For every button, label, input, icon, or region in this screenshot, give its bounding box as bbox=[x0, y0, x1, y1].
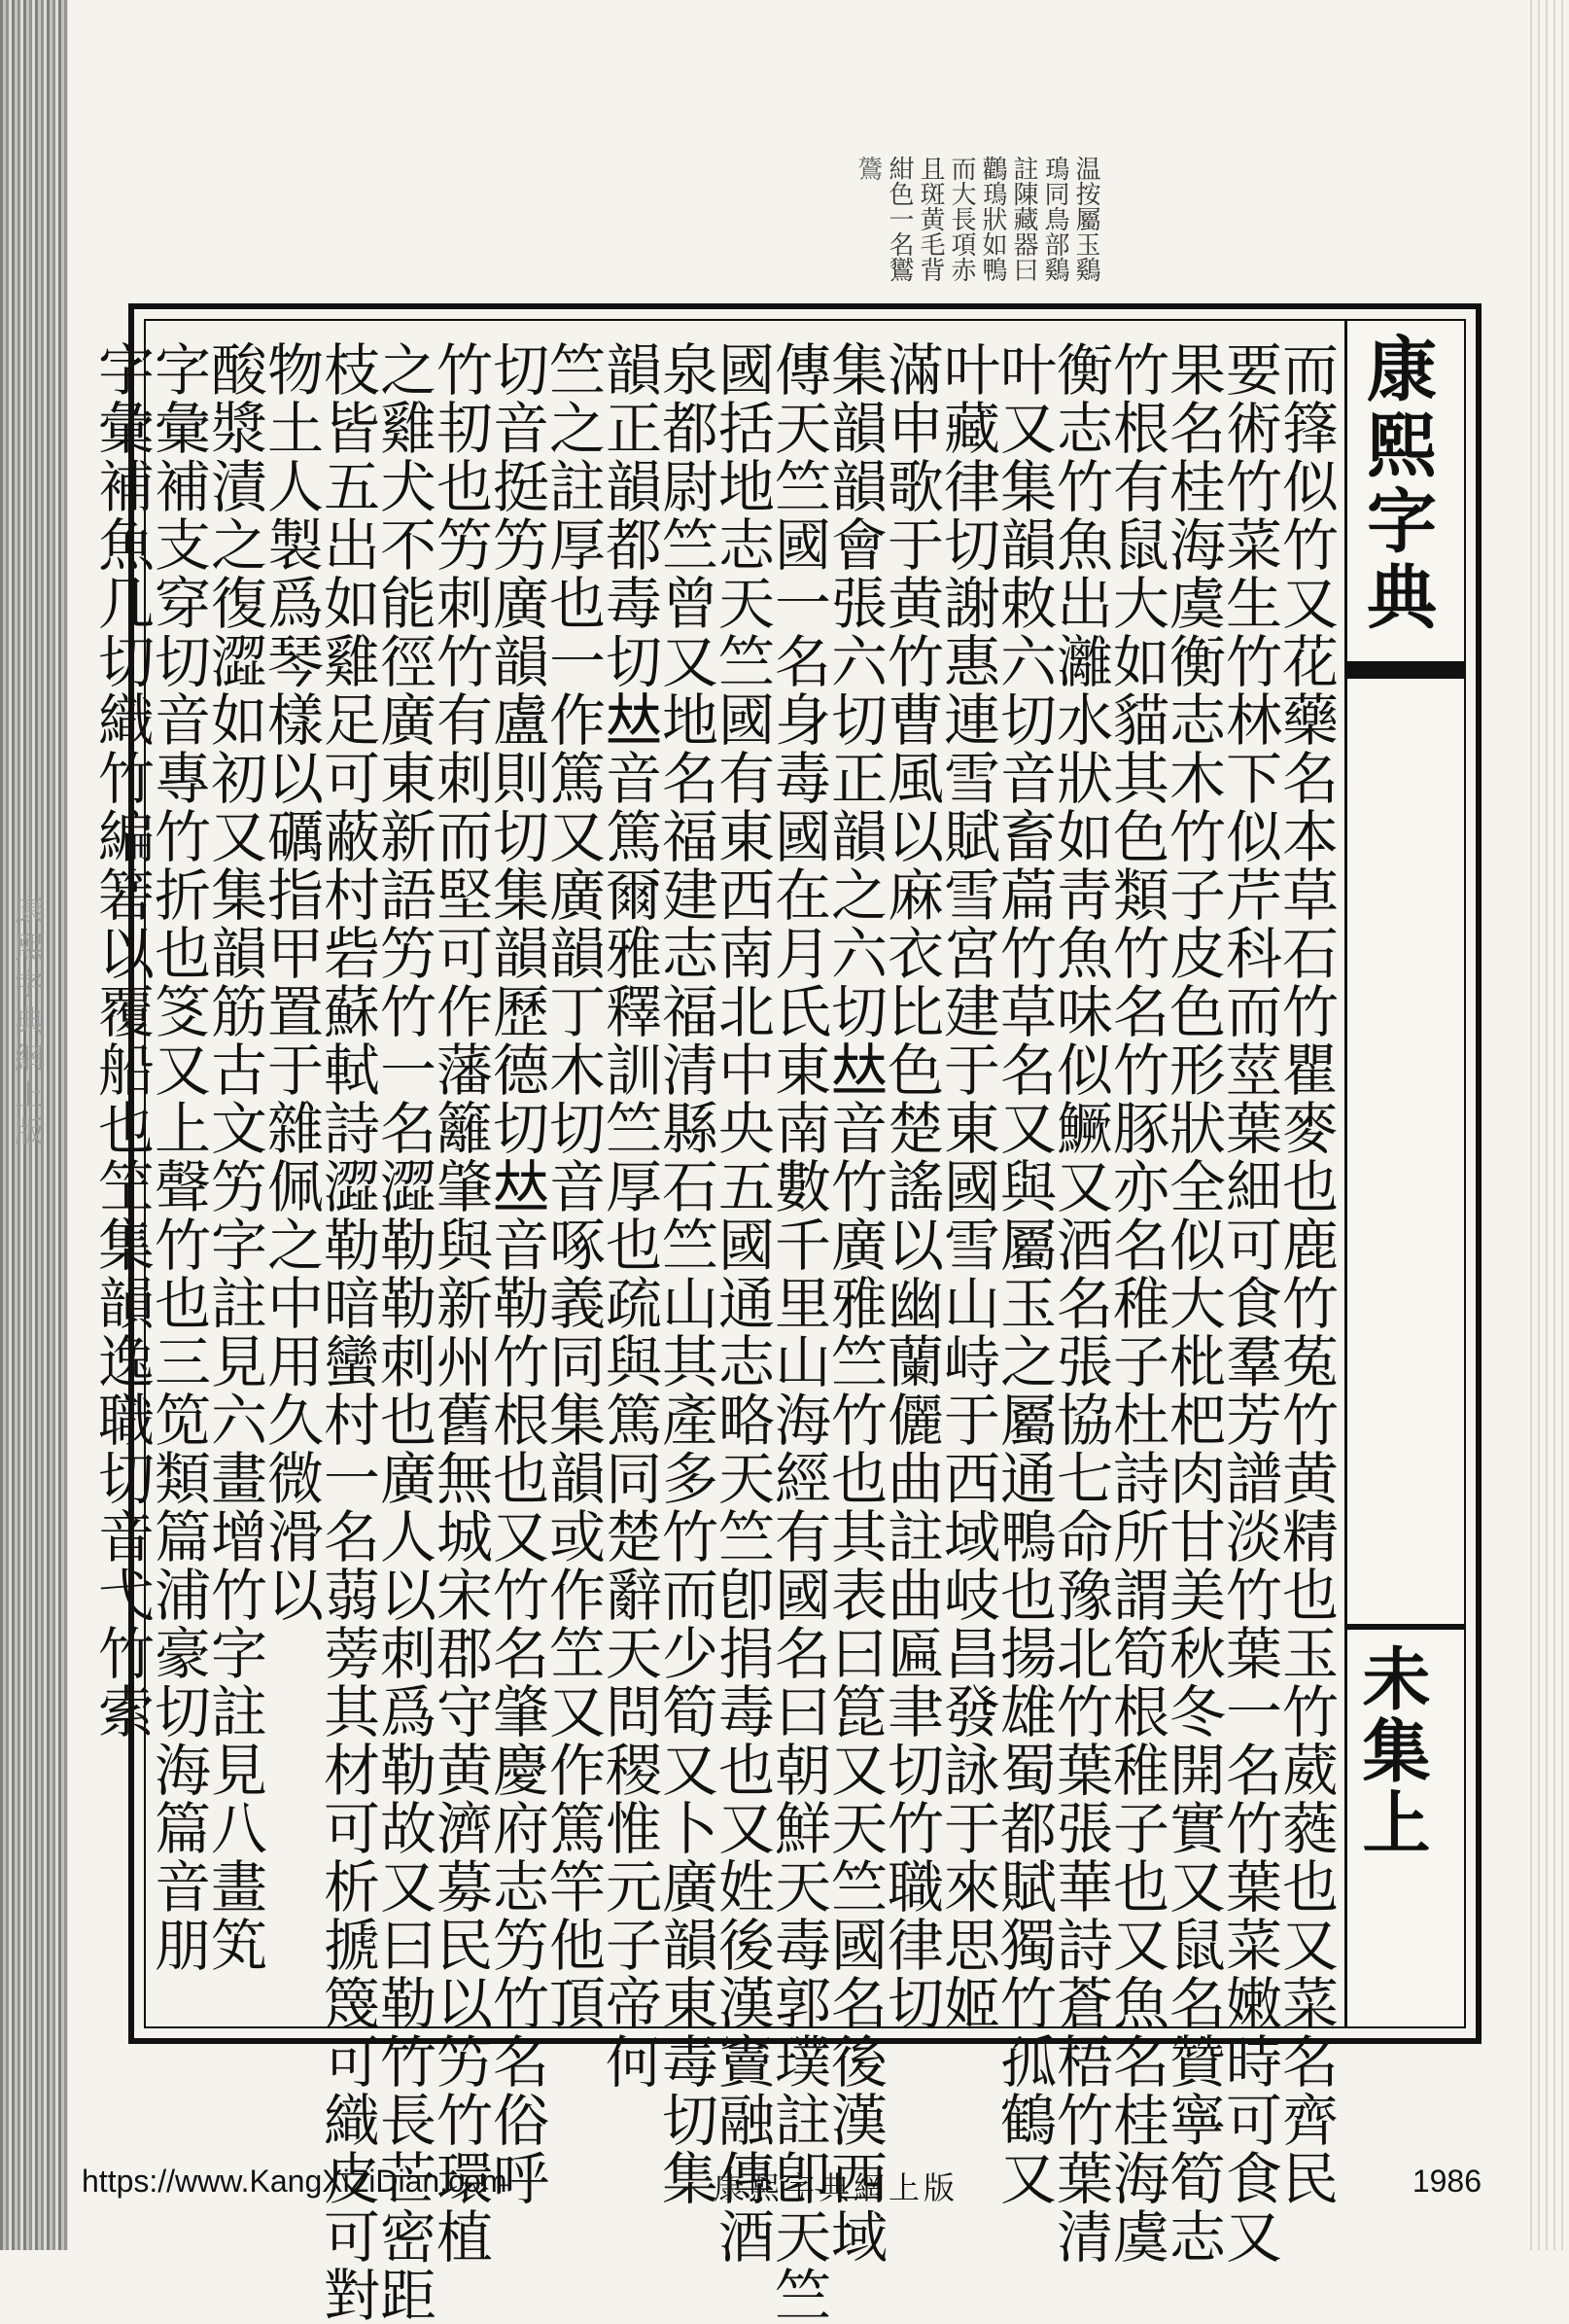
page-footer bbox=[82, 2164, 1482, 2212]
text-column: 傳天竺國一名身毒國在月氏東南數千里山海經有國名曰朝鮮天毒郭璞註卽天竺 bbox=[765, 340, 831, 2324]
text-column: 枝皆五出如雞足可蔽村砦蘇軾詩澀勒暗蠻村一名蒻蒡其材可析搋篾可織皮可對 bbox=[314, 340, 380, 2324]
text-column: 物土人製爲琴樣以礪指甲置于雜佩之中用久微滑以 bbox=[258, 340, 324, 1624]
section-divider bbox=[1347, 1624, 1464, 1630]
binding-watermark: 康熙字典網上版 bbox=[9, 895, 43, 1153]
text-column: 竹㓞也竻刺竹有刺而堅可作藩籬肇與新州舊無城宋郡守黄濟募民以竻竹環植 bbox=[427, 340, 493, 2266]
text-column: 竹根有鼠大如貓其色類竹名竹豚亦名稚子杜詩所謂筍根稚子也又魚名桂海虞 bbox=[1103, 340, 1169, 2266]
bleed-line: 而大長項赤 bbox=[947, 156, 976, 282]
header-divider bbox=[1347, 661, 1464, 679]
text-column: 果名桂海虞衡志木竹子皮色形狀全似大枇杷肉甘美秋冬開實又鼠名贊寧筍志 bbox=[1160, 340, 1226, 2266]
text-column: 叶又集韻敕六切音畜萹竹草名又與屬玉之屬通鴨也揚雄蜀都賦獨竹孤鶴又 bbox=[991, 340, 1057, 2207]
text-column: 字彙補支穿切音專竹折也笅又上聲竹也三笕類篇浦豪切海篇音朋 bbox=[145, 340, 211, 1974]
text-column: 國括地志天竺國有東西南北中央五國通志略天竺卽捐毒也又姓後漢竇融傳酒 bbox=[709, 340, 775, 2266]
text-column: 之雞犬不能徑廣東新語竻竹一名澀勒勒刺也廣人以刺爲勒故又曰勒竹長芒密距 bbox=[370, 340, 436, 2324]
prior-page-bleed bbox=[768, 156, 1098, 321]
bleed-line: 鳿同鳥部鷄 bbox=[1040, 156, 1069, 282]
text-column: 韻正韻都毒切𠀤音篤爾雅釋訓竺厚也疏與篤同楚辭天問稷惟元子帝何 bbox=[596, 340, 662, 2091]
page-number: 1986 bbox=[1412, 2164, 1482, 2199]
bleed-line: 鷟 bbox=[854, 156, 883, 181]
page-edge-right bbox=[1530, 0, 1569, 2250]
book-title: 康熙字典 bbox=[1355, 333, 1438, 636]
text-column: 切音挺竻廣韻盧則切集韻歷德切𠀤音勒竹根也又竹名肇慶府志竻竹名俗呼 bbox=[483, 340, 549, 2207]
site-url-link[interactable]: https://www.KangXiZiDian.com bbox=[82, 2164, 507, 2199]
text-column: 字彙補魚几切織竹編箬以覆船也笁集韻逸職切音弋竹索 bbox=[88, 340, 155, 1741]
bleed-line: 紺色一名鸑 bbox=[885, 156, 914, 282]
text-column: 衡志竹魚出灕水狀如靑魚味似鱖又酒名張協七命豫北竹葉張華詩蒼梧竹葉清 bbox=[1047, 340, 1113, 2266]
text-column: 滿申歌于黄竹曹風以麻衣比色楚謠以幽蘭儷曲註曲匾聿切竹職律切 bbox=[878, 340, 944, 2032]
text-column: 酸漿漬之復澀如初又集韻筋古文竻字註見六畫增竹字註見八畫笂 bbox=[201, 340, 267, 1974]
bleed-line: 温按屬玉鷄 bbox=[1071, 156, 1100, 282]
text-column: 而箨似竹又花藥名本草石竹瞿麥也鹿竹菟竹黄精也玉竹葳蕤也又菜名齊民 bbox=[1273, 340, 1339, 2207]
text-column: 泉都尉竺曾又地名福建志福清縣石竺山其產多竹而少筍又卜廣韻東毒切集 bbox=[652, 340, 718, 2207]
footer-title: 康熙字典網上版 bbox=[714, 2169, 959, 2206]
bleed-line: 且斑黄毛背 bbox=[916, 156, 945, 282]
text-column: 叶藏律切謝惠連雪賦雪宮建于東國雪山峙于西域岐昌發詠于來思姬 bbox=[934, 340, 1000, 2032]
text-column: 集韻韻會張六切正韻之六切𠀤音竹廣雅竺竹也其表曰箟又天竺國名後漢西域 bbox=[821, 340, 888, 2266]
bleed-line: 註陳藏器曰 bbox=[1009, 156, 1038, 282]
part-label: 未集上 bbox=[1351, 1643, 1432, 1859]
text-column: 要術竹菜生竹林下似芹科而莖葉細可食羣芳譜淡竹葉一名竹葉菜嫩時可食又 bbox=[1216, 340, 1282, 2266]
bleed-line: 鸛鳿狀如鴨 bbox=[978, 156, 1007, 282]
text-column: 竺之註厚也一作篤又廣韻丁木切音啄義同集韻或作笁又作篤竿他頂 bbox=[540, 340, 606, 2032]
page-header-sidebar bbox=[1344, 321, 1464, 2026]
